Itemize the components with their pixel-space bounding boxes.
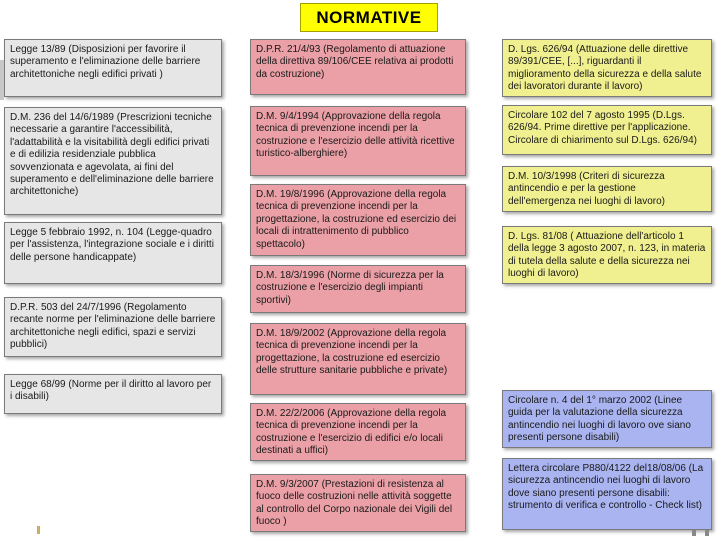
norm-box-dm-9-4-1994: D.M. 9/4/1994 (Approvazione della regola tecnica di prevenzione incendi per la costruzione e l'esercizio delle attività ricettive turistico-alberghiere)	[250, 106, 466, 176]
left-edge-strip	[0, 60, 4, 100]
norm-box-dpr-503-1996: D.P.R. 503 del 24/7/1996 (Regolamento recante norme per l'eliminazione delle barriere architettoniche negli edifici, spazi e servizi pubblici)	[4, 297, 222, 357]
norm-box-dm-236-1989: D.M. 236 del 14/6/1989 (Prescrizioni tecniche necessarie a garantire l'accessibilità, l'adattabilità e la visitabilità degli edifici privati e di edilizia residenziale pubblica sovvenzionata e agevolata, ai fini del superamento e dell'eliminazione delle barriere architettoniche)	[4, 107, 222, 215]
norm-box-dm-10-3-1998: D.M. 10/3/1998 (Criteri di sicurezza antincendio e per la gestione dell'emergenza nei luoghi di lavoro)	[502, 166, 712, 212]
norm-box-dpr-21-4-93: D.P.R. 21/4/93 (Regolamento di attuazione della direttiva 89/106/CEE relativa ai prodotti da costruzione)	[250, 39, 466, 95]
norm-box-circolare-4-2002: Circolare n. 4 del 1° marzo 2002 (Linee guida per la valutazione della sicurezza antincendio nei luoghi di lavoro ove siano presenti persone disabili)	[502, 390, 712, 448]
norm-box-legge-68-99: Legge 68/99 (Norme per il diritto al lavoro per i disabili)	[4, 374, 222, 414]
norm-box-lettera-circolare-p880: Lettera circolare P880/4122 del18/08/06 (La sicurezza antincendio nei luoghi di lavoro dove siano presenti persone disabili: strumento di verifica e controllo - Check list)	[502, 458, 712, 530]
norm-box-legge-104-1992: Legge 5 febbraio 1992, n. 104 (Legge-quadro per l'assistenza, l'integrazione sociale e i diritti delle persone handicappate)	[4, 222, 222, 284]
slide-marker	[692, 530, 696, 536]
norm-box-dm-9-3-2007: D.M. 9/3/2007 (Prestazioni di resistenza al fuoco delle costruzioni nelle attività soggette al controllo del Corpo nazionale dei Vigili del fuoco )	[250, 474, 466, 532]
norm-box-dm-18-3-1996: D.M. 18/3/1996 (Norme di sicurezza per la costruzione e l'esercizio degli impianti sportivi)	[250, 265, 466, 313]
page-title: NORMATIVE	[300, 3, 438, 32]
norm-box-dm-19-8-1996: D.M. 19/8/1996 (Approvazione della regola tecnica di prevenzione incendi per la progettazione, la costruzione ed esercizio dei locali di intrattenimento di pubblico spettacolo)	[250, 184, 466, 256]
slide-marker	[37, 526, 40, 534]
norm-box-dm-18-9-2002: D.M. 18/9/2002 (Approvazione della regola tecnica di prevenzione incendi per la progettazione, la costruzione ed esercizio delle strutture sanitarie pubbliche e private)	[250, 323, 466, 395]
norm-box-dlgs-81-08: D. Lgs. 81/08 ( Attuazione dell'articolo 1 della legge 3 agosto 2007, n. 123, in materia di tutela della salute e della sicurezza nei luoghi di lavoro)	[502, 226, 712, 284]
norm-box-dlgs-626-94: D. Lgs. 626/94 (Attuazione delle direttive 89/391/CEE, [...], riguardanti il miglioramento della sicurezza e della salute dei lavoratori durante il lavoro)	[502, 39, 712, 97]
norm-box-legge-13-89: Legge 13/89 (Disposizioni per favorire il superamento e l'eliminazione delle barriere architettoniche negli edifici privati )	[4, 39, 222, 97]
slide-marker	[705, 530, 709, 536]
norm-box-dm-22-2-2006: D.M. 22/2/2006 (Approvazione della regola tecnica di prevenzione incendi per la costruzione e l'esercizio di edifici e/o locali destinati a uffici)	[250, 403, 466, 461]
norm-box-circolare-102-1995: Circolare 102 del 7 agosto 1995 (D.Lgs. 626/94. Prime direttive per l'applicazione. Circolare di chiarimento sul D.Lgs. 626/94)	[502, 105, 712, 155]
